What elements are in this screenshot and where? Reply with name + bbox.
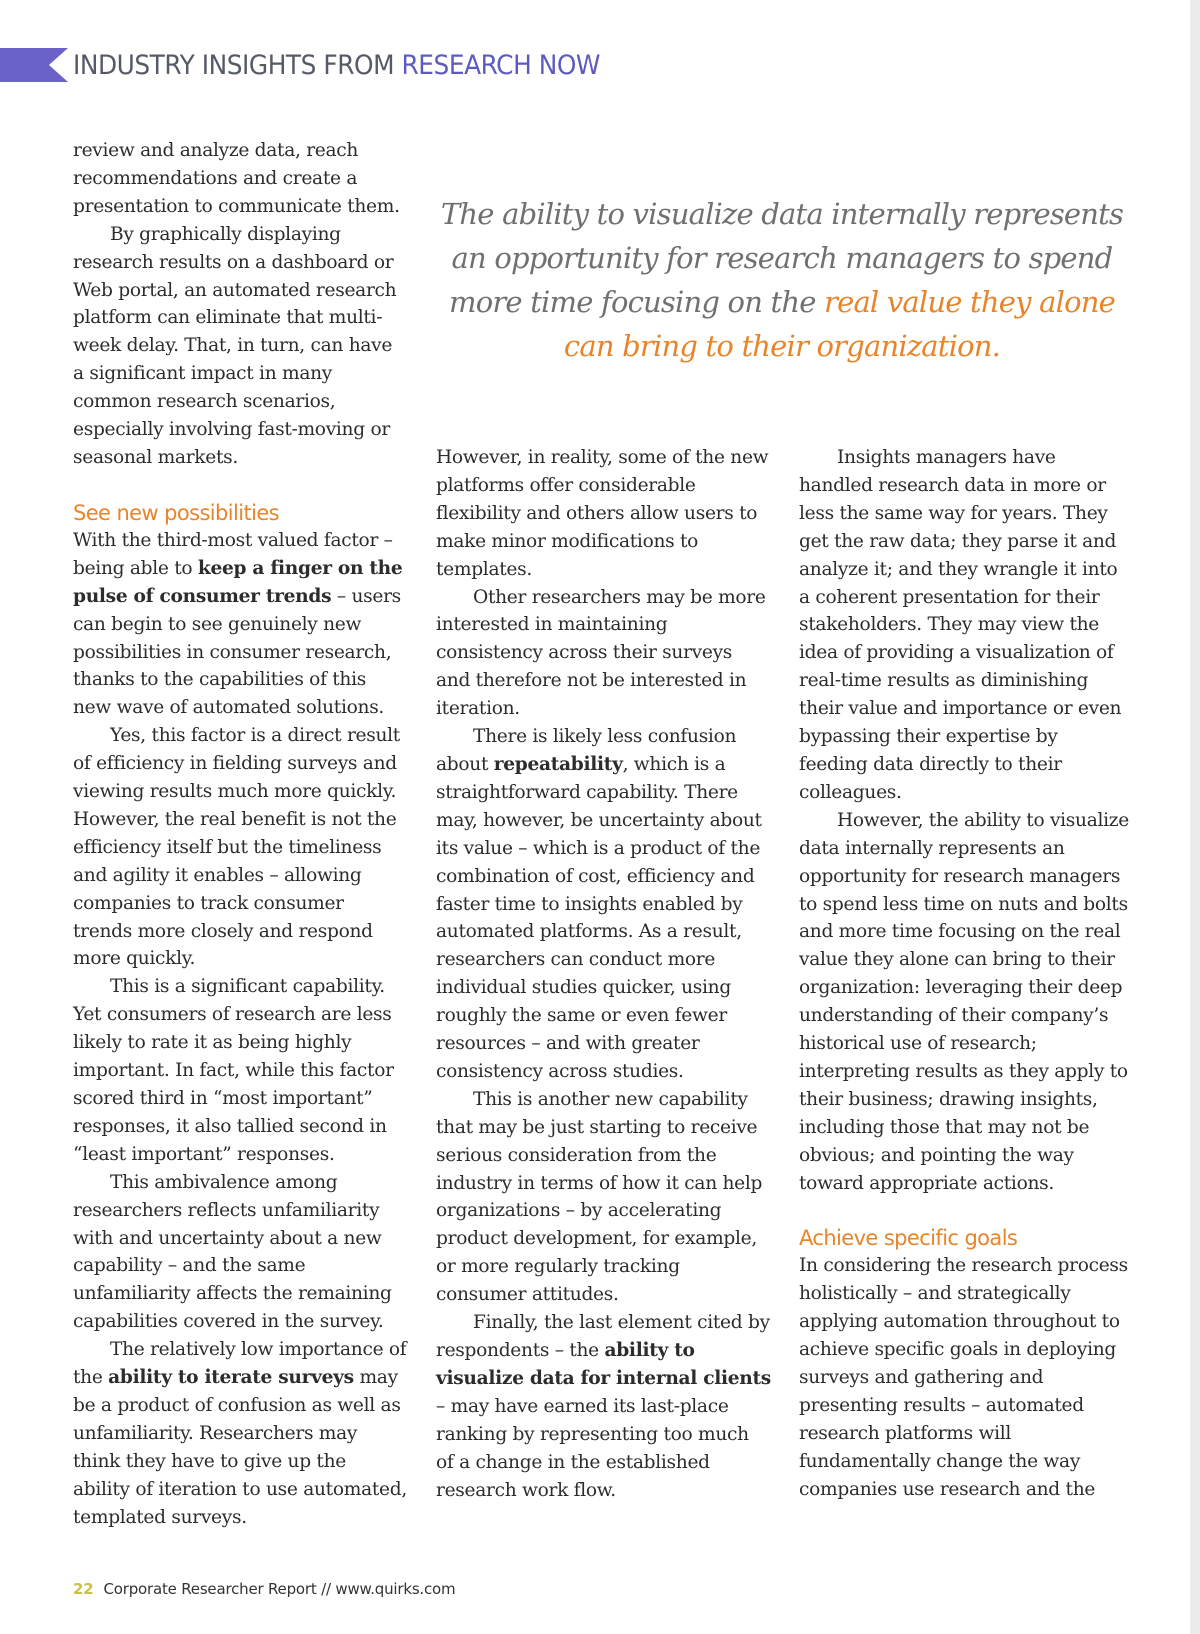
paragraph: Other researchers may be more interested in maintaining consistency across their surveys and therefore not be interested in iteration. [436, 586, 766, 720]
text-column-2 [436, 444, 771, 1504]
paragraph [436, 723, 771, 1086]
paragraph: review and analyze data, reach recommendations and create a presentation to communicate them. [73, 140, 400, 217]
paragraph-text: Finally, the last element cited by respondents – the [436, 1312, 770, 1361]
pull-quote-highlight: real value they alone can bring to their organization. [563, 285, 1115, 363]
bold-phrase: repeatability [493, 753, 623, 775]
paragraph [73, 527, 408, 722]
section-heading: Achieve specific goals [799, 1226, 1018, 1251]
paragraph-text: With the third-most valued factor – being able to [73, 529, 393, 579]
page-edge [1190, 0, 1200, 1634]
bold-phrase: ability to visualize data for internal clients [436, 1340, 771, 1389]
pull-quote-text: The ability to visualize data internally represents an opportunity for research managers to spend more time focusing on the [440, 197, 1124, 319]
pull-quote [432, 192, 1132, 368]
section-heading: See new possibilities [73, 500, 279, 525]
paragraph: This is a significant capability. Yet consumers of research are less likely to rate it as being highly important. In fact, while this factor scored third in “most important” responses, it also tallied second in “least important” responses. [73, 976, 394, 1165]
paragraph: By graphically displaying research results on a dashboard or Web portal, an automated research platform can eliminate that multi-week delay. That, in turn, can have a significant impact in many common research scenarios, especially involving fast-moving or seasonal markets. [73, 223, 397, 468]
bold-phrase: keep a finger on the pulse of consumer trends [73, 557, 403, 607]
spacer [799, 1197, 1129, 1224]
paragraph: However, the ability to visualize data internally represents an opportunity for research managers to spend less time on nuts and bolts and more time focusing on the real value they alone can bring to their organization: leveraging their deep understanding of their company’s historical use of research; interpreting results as they apply to their business; drawing insights, including those that may not be obvious; and pointing the way toward appropriate actions. [799, 809, 1130, 1194]
bold-phrase: ability to iterate surveys [108, 1367, 354, 1389]
paragraph [73, 1336, 408, 1531]
paragraph [436, 1309, 771, 1504]
text-column-3 [799, 444, 1129, 1504]
paragraph-text: may be a product of confusion as well as unfamiliarity. Researchers may think they have to give up the ability of iteration to use automated, templated surveys. [73, 1367, 407, 1528]
paragraph: However, in reality, some of the new platforms offer considerable flexibility and others allow users to make minor modifications to templates. [436, 447, 769, 580]
header-tab-graphic [0, 48, 68, 82]
paragraph-text: The relatively low importance of the [73, 1339, 407, 1389]
paragraph: In considering the research process holistically – and strategically applying automation throughout to achieve specific goals in deploying surveys and gathering and presenting results – automated research platforms will fundamentally change the way companies use research and the [799, 1255, 1128, 1500]
header-title [73, 48, 600, 84]
text-column-1 [73, 137, 408, 1532]
paragraph-text: – users can begin to see genuinely new possibilities in consumer research, thanks to the capabilities of this new wave of automated solutions. [73, 585, 401, 719]
paragraph: This is another new capability that may be just starting to receive serious consideration from the industry in terms of how it can help organizations – by accelerating product development, for example, or more regularly tracking consumer attitudes. [436, 1088, 763, 1306]
paragraph: Yes, this factor is a direct result of efficiency in fielding surveys and viewing results much more quickly. However, the real benefit is not the efficiency itself but the timeliness and agility it enables – allowing companies to track consumer trends more closely and respond more quickly. [73, 725, 400, 970]
paragraph-text: There is likely less confusion about [436, 726, 737, 775]
header-title-prefix: INDUSTRY INSIGHTS FROM [73, 50, 402, 81]
paragraph: Insights managers have handled research data in more or less the same way for years. They get the raw data; they parse it and analyze it; and they wrangle it into a coherent presentation for their stakeholders. They may view the idea of providing a visualization of real-time results as diminishing their value and importance or even bypassing their expertise by feeding data directly to their colleagues. [799, 447, 1122, 803]
page-footer [73, 1580, 455, 1598]
paragraph-text: – may have earned its last-place ranking by representing too much of a change in the established research work flow. [436, 1395, 749, 1501]
spacer [73, 472, 408, 499]
header-title-accent: RESEARCH NOW [401, 50, 601, 81]
paragraph: This ambivalence among researchers reflects unfamiliarity with and uncertainty about a new capability – and the same unfamiliarity affects the remaining capabilities covered in the survey. [73, 1171, 392, 1333]
footer-publication: Corporate Researcher Report // www.quirks.com [103, 1580, 456, 1598]
page-number: 22 [73, 1580, 94, 1598]
paragraph-text: , which is a straightforward capability. There may, however, be uncertainty about its value – which is a product of the combination of cost, efficiency and faster time to insights enabled by automated platforms. As a result, researchers can conduct more individual studies quicker, using roughly the same or even fewer resources – and with greater consistency across studies. [436, 753, 762, 1082]
